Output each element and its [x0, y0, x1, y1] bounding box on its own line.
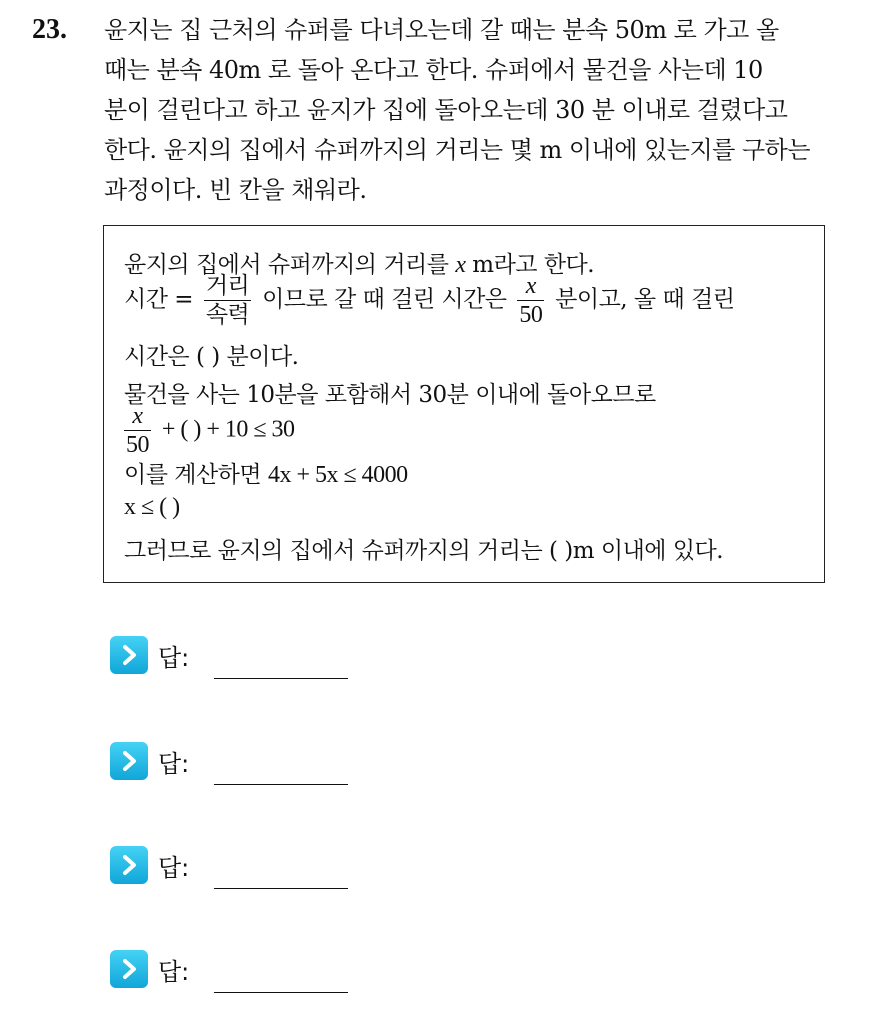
chevron-right-icon [110, 742, 148, 780]
fraction-x-over-50 [124, 402, 151, 459]
chevron-right-icon [110, 636, 148, 674]
variable-x: x [455, 252, 466, 278]
answer-label: 답: [158, 644, 190, 672]
box-line-5 [124, 402, 295, 459]
box-text: 분이고, 올 때 걸린 [555, 286, 735, 313]
question-line: 윤지는 집 근처의 슈퍼를 다녀오는데 갈 때는 분속 50m 로 가고 올 [104, 16, 779, 44]
answer-label: 답: [158, 958, 190, 986]
answer-blank[interactable] [214, 992, 348, 993]
fraction-denominator: 50 [519, 302, 543, 328]
box-text: m라고 한다. [472, 252, 595, 278]
box-text: 이를 계산하면 [124, 462, 262, 488]
box-line-7: x ≤ ( ) [124, 494, 180, 520]
box-line-6 [124, 456, 408, 489]
answer-blank[interactable] [214, 888, 348, 889]
fraction-distance-over-speed [204, 272, 251, 329]
question-line: 과정이다. 빈 칸을 채워라. [104, 176, 367, 204]
solution-box [103, 225, 825, 583]
question-text [104, 10, 864, 210]
fraction-numerator: x [517, 272, 544, 301]
inequality-text: + ( ) + 10 ≤ 30 [161, 416, 295, 443]
fraction-denominator: 속력 [205, 302, 250, 328]
fraction-numerator: x [124, 402, 151, 431]
answer-blank[interactable] [214, 784, 348, 785]
question-number: 23. [32, 14, 67, 45]
question-line: 한다. 윤지의 집에서 슈퍼까지의 거리는 몇 m 이내에 있는지를 구하는 [104, 136, 811, 164]
fraction-x-over-50 [517, 272, 544, 329]
box-text: 시간 = [124, 286, 194, 313]
inequality-expression: 4x + 5x ≤ 4000 [267, 462, 408, 488]
fraction-denominator: 50 [126, 432, 149, 458]
chevron-right-icon [110, 950, 148, 988]
box-line-3: 시간은 ( ) 분이다. [124, 344, 299, 370]
answer-label: 답: [158, 854, 190, 882]
box-line-4: 물건을 사는 10분을 포함해서 30분 이내에 돌아오므로 [124, 382, 656, 408]
answer-label: 답: [158, 750, 190, 778]
box-line-2 [124, 272, 734, 329]
box-text: 윤지의 집에서 슈퍼까지의 거리를 [124, 252, 449, 278]
question-line: 분이 걸린다고 하고 윤지가 집에 돌아오는데 30 분 이내로 걸렸다고 [104, 96, 788, 124]
fraction-numerator: 거리 [205, 273, 250, 299]
chevron-right-icon [110, 846, 148, 884]
question-line: 때는 분속 40m 로 돌아 온다고 한다. 슈퍼에서 물건을 사는데 10 [104, 56, 763, 84]
box-line-8: 그러므로 윤지의 집에서 슈퍼까지의 거리는 ( )m 이내에 있다. [124, 538, 724, 564]
answer-blank[interactable] [214, 678, 348, 679]
box-text: 이므로 갈 때 걸린 시간은 [262, 286, 507, 313]
